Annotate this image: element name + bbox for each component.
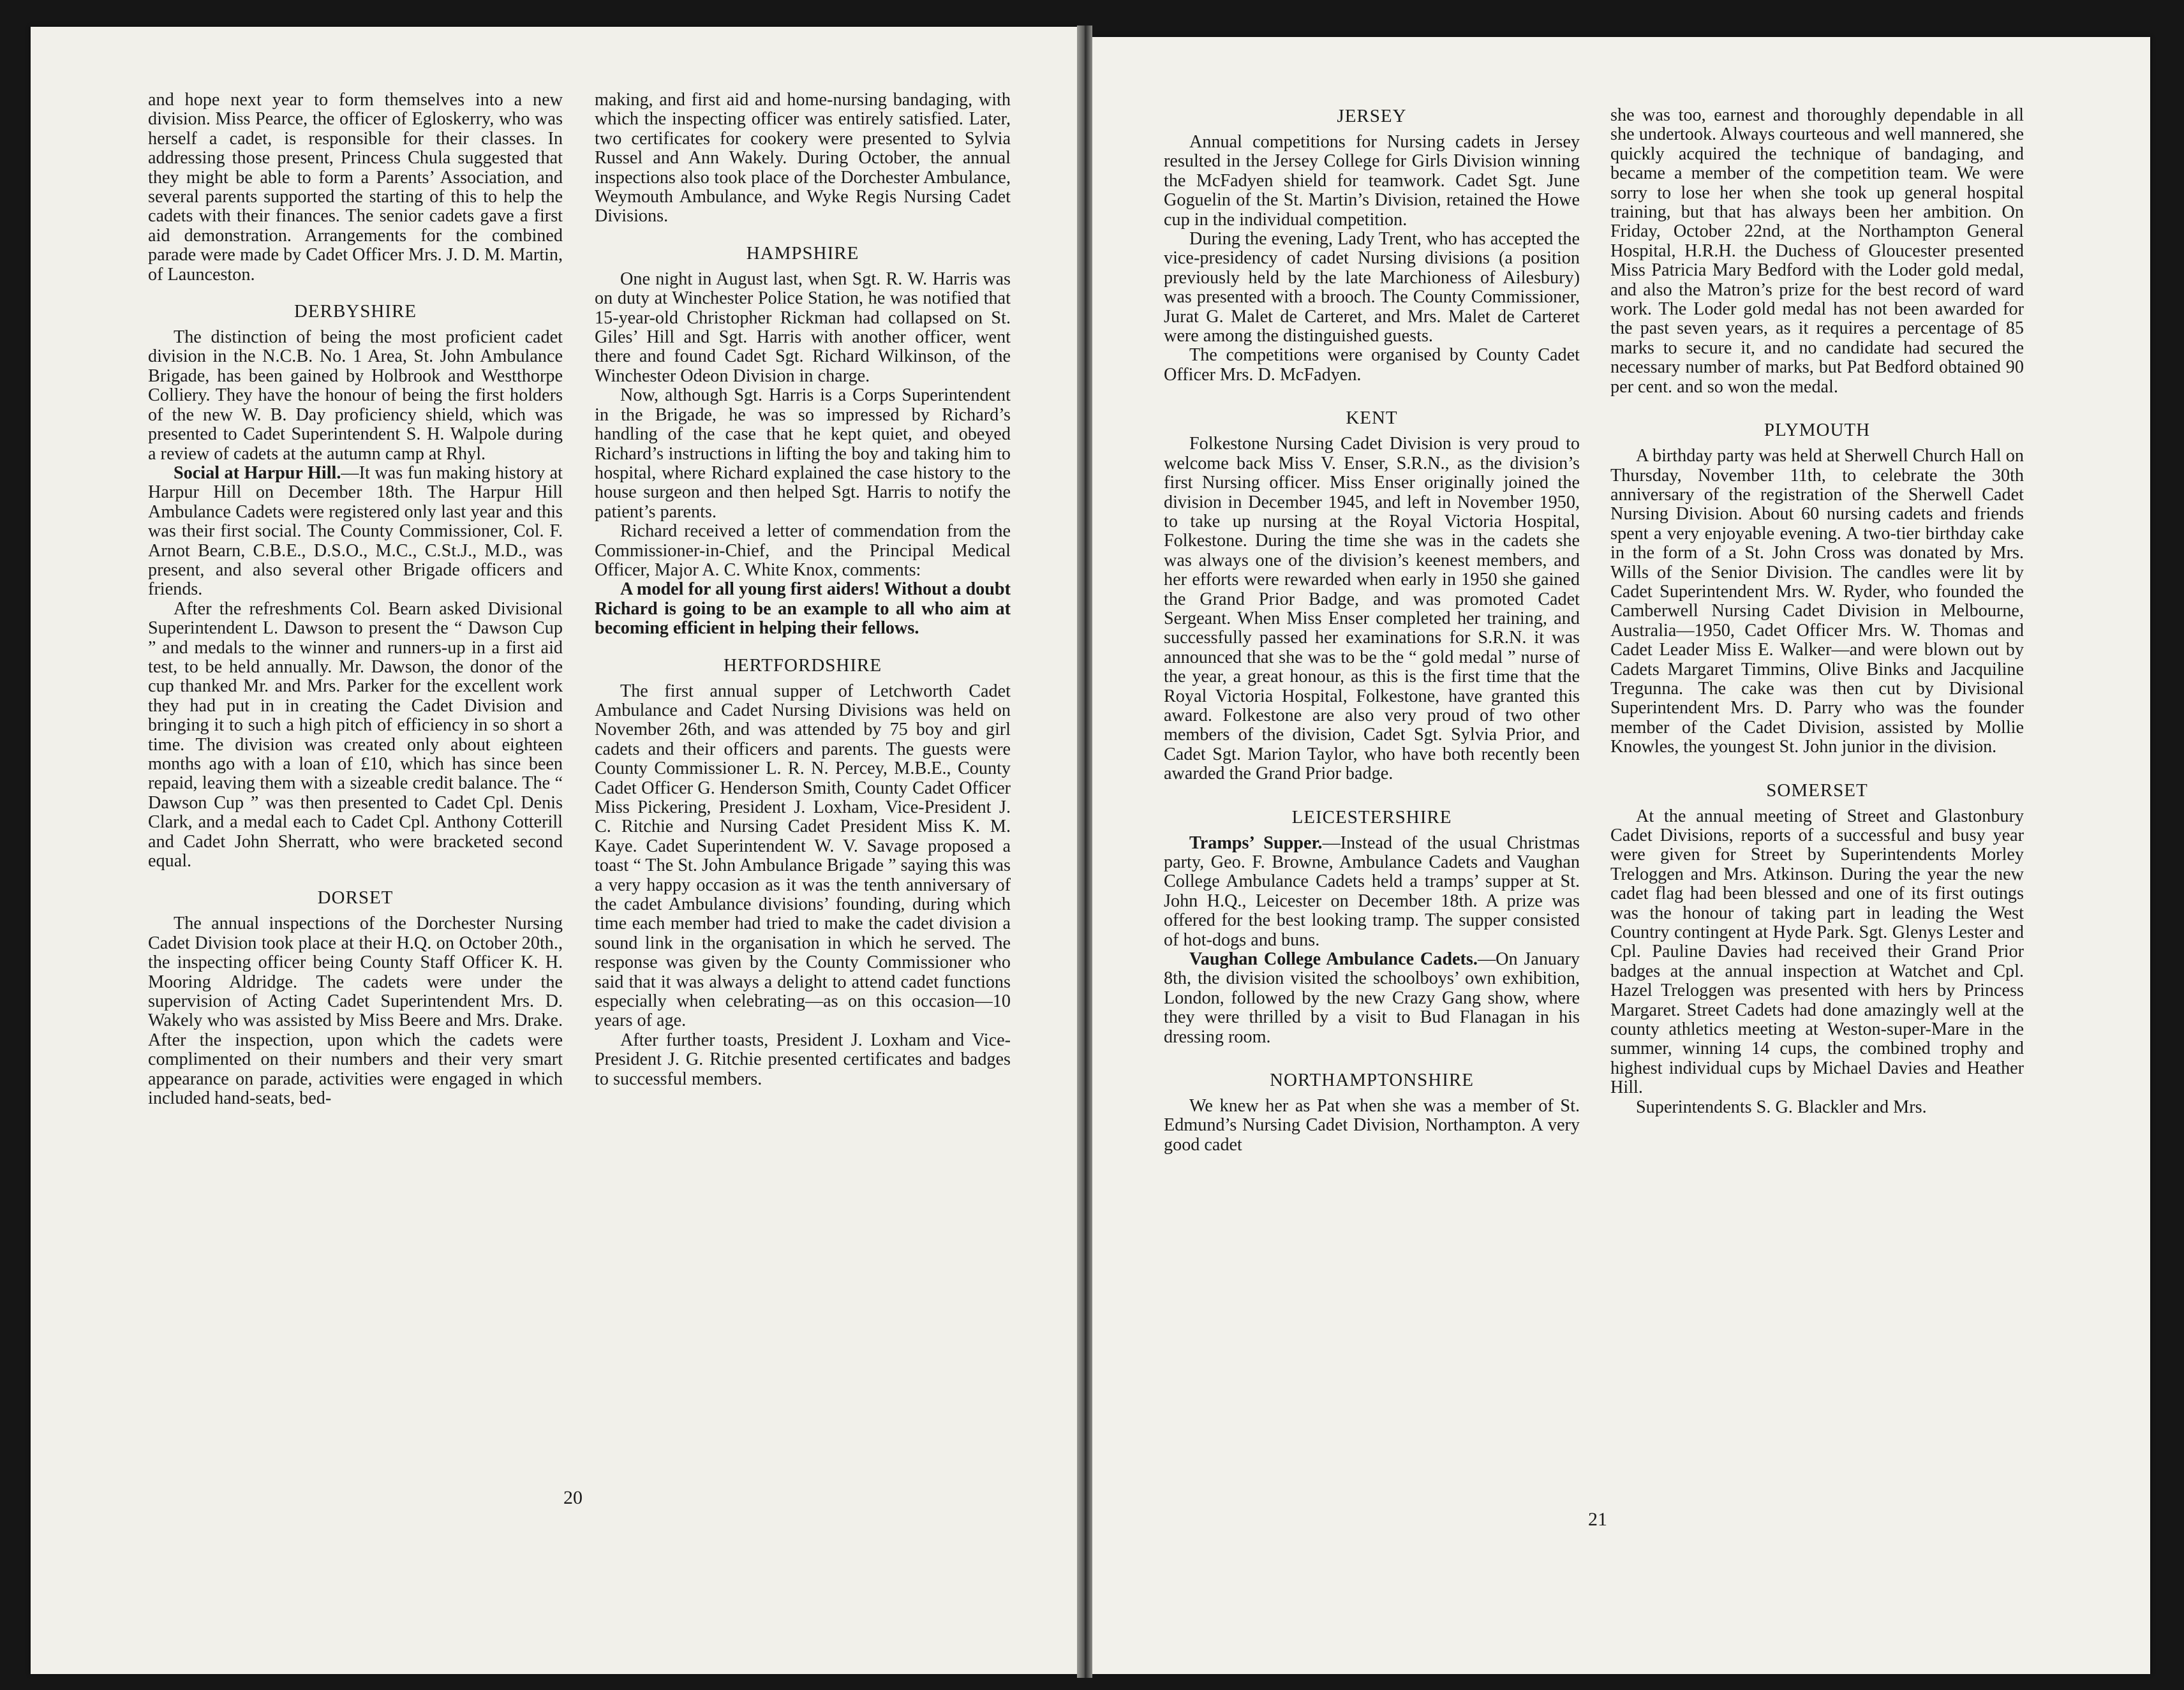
book-spine <box>1077 26 1092 1678</box>
dorset-continued-paragraph: making, and first aid and home-nursing bandaging, with which the inspecting officer was entirely satisfied. Later, two certificates for cookery were presented to Sylvia Russel and Ann Wakely. During October, the annual inspections also took place of the Dorchester Ambulance, Weymouth Ambulance, and Wyke Regis Nursing Cadet Divisions. <box>595 90 1011 226</box>
section-heading-northamptonshire: NORTHAMPTONSHIRE <box>1270 1070 1474 1091</box>
hertfordshire-paragraph-1: The first annual supper of Letchworth Cadet Ambulance and Cadet Nursing Divisions was held on November 26th, and was attended by 75 boy and girl cadets and their officers and parents. The guests were County Commissioner L. R. N. Percey, M.B.E., County Cadet Officer G. Henderson Smith, County Cadet Officer Miss Pickering, President J. Loxham, Vice-President J. C. Ritchie and Nursing Cadet President Miss K. M. Kaye. Cadet Superintendent W. V. Savage proposed a toast “ The St. John Ambulance Brigade ” saying this was a very happy occasion as it was the tenth anniversary of the cadet Ambulance divisions’ founding, during which time each member had tried to make the cadet division a sound link in the organisation in which he served. The response was given by the County Commissioner who said that it was always a delight to attend cadet functions especially when celebrating—as on this occasion—10 years of age. <box>595 681 1011 1031</box>
northamptonshire-continued-paragraph: she was too, earnest and thoroughly dependable in all she undertook. Always courteous and well mannered, she quickly acquired the technique of bandaging, and became a member of the competition team. We were sorry to lose her when she took up general hospital training, but that has always been her ambition. On Friday, October 22nd, at the Northampton General Hospital, H.R.H. the Duchess of Gloucester presented Miss Patricia Mary Bedford with the Loder gold medal, and also the Matron’s prize for the best record of ward work. The Loder gold medal has not been awarded for the past seven years, as it requires a percentage of 85 marks to secure it, and no candidate had secured the necessary number of marks, but Pat Bedford obtained 90 per cent. and so won the medal. <box>1610 105 2024 397</box>
section-heading-somerset: SOMERSET <box>1766 780 1868 801</box>
tramps-supper-lead-in: Tramps’ Supper. <box>1189 833 1323 853</box>
plymouth-paragraph-1: A birthday party was held at Sherwell Church Hall on Thursday, November 11th, to celebrate the 30th anniversary of the registration of the Sherwell Cadet Nursing Division. About 60 nursing cadets and friends spent a very enjoyable evening. A two-tier birthday cake in the form of a St. John Cross was donated by Mrs. Wills of the Senior Division. The candles were lit by Cadet Superintendent Mrs. W. Ryder, who founded the Camberwell Nursing Cadet Division in Melbourne, Australia—1950, Cadet Officer Mrs. W. Thomas and Cadet Leader Miss E. Walker—and were blown out by Cadets Margaret Timmins, Olive Binks and Jacquiline Tregunna. The cake was then cut by Divisional Superintendent Mrs. D. Parry who was the founder member of the Cadet Division, assisted by Mollie Knowles, the youngest St. John junior in the division. <box>1610 446 2024 757</box>
derbyshire-paragraph-3: After the refreshments Col. Bearn asked Divisional Superintendent L. Dawson to present the “ Dawson Cup ” and medals to the winner and runners-up in a first aid test, to be held annually. Mr. Dawson, the donor of the cup thanked Mr. and Mrs. Parker for the excellent work they had put in in creating the Cadet Division and bringing it to such a high pitch of efficiency in so short a time. The division was created only about eighteen months ago with a loan of £10, which has since been repaid, leaving them with a sizeable credit balance. The “ Dawson Cup ” was then presented to Cadet Cpl. Denis Clark, and a medal each to Cadet Cpl. Anthony Cotterill and Cadet John Sherratt, who were bracketed second equal. <box>148 598 563 871</box>
left-page-column-1 <box>148 91 563 1109</box>
derbyshire-paragraph-1: The distinction of being the most proficient cadet division in the N.C.B. No. 1 Area, St. John Ambulance Brigade, has been gained by Holbrook and Westthorpe Colliery. They have the honour of being the first holders of the new W. B. Day proficiency shield, which was presented to Cadet Superintendent S. H. Walpole during a review of cadets at the autumn camp at Rhyl. <box>148 327 563 464</box>
hampshire-bold-quote: A model for all young first aiders! Without a doubt Richard is going to be an example to all who aim at becoming efficient in helping their fellows. <box>595 579 1011 639</box>
page-number-right: 21 <box>1588 1509 1607 1530</box>
section-heading-jersey: JERSEY <box>1337 106 1407 126</box>
left-page-column-2 <box>595 91 1011 1089</box>
cornwall-continued-paragraph: and hope next year to form themselves into a new division. Miss Pearce, the officer of Egloskerry, who was herself a cadet, is responsible for their classes. In addressing those present, Princess Chula suggested that they might be able to form a Parents’ Association, and several parents supported the starting of this to help the cadets with their finances. The senior cadets gave a first aid demonstration. Arrangements for the combined parade were made by Cadet Officer Mrs. J. D. M. Martin, of Launceston. <box>148 90 563 285</box>
somerset-paragraph-1: At the annual meeting of Street and Glastonbury Cadet Divisions, reports of a successful and busy year were given for Street by Superintendents Morley Treloggen and Mrs. Atkinson. During the year the new cadet flag had been blessed and one of its first outings was the honour of taking part in leading the West Country contingent at Hyde Park. Sgt. Glenys Lester and Cpl. Pauline Davies had received their Grand Prior badges at the annual inspection at Watchet and Cpl. Hazel Treloggen was presented with hers by Princess Margaret. Street Cadets had done amazingly well at the county athletics meeting at Weston-super-Mare in the summer, winning 14 cups, the combined trophy and highest individual cups by Michael Davies and Heather Hill. <box>1610 806 2024 1098</box>
hertfordshire-paragraph-2: After further toasts, President J. Loxham and Vice-President J. G. Ritchie presented certificates and badges to successful members. <box>595 1030 1011 1089</box>
dorset-paragraph-1: The annual inspections of the Dorchester Nursing Cadet Division took place at their H.Q. on October 20th., the inspecting officer being County Staff Officer K. H. Mooring Aldridge. The cadets were under the supervision of Acting Cadet Superintendent Mrs. D. Wakely who was assisted by Miss Beere and Mrs. Drake. After the inspection, upon which the cadets were complimented on their numbers and their very smart appearance on parade, activities were engaged in which included hand-seats, bed- <box>148 914 563 1109</box>
jersey-paragraph-2: During the evening, Lady Trent, who has accepted the vice-presidency of cadet Nursing divisions (a position previously held by the late Marchioness of Ailesbury) was presented with a brooch. The County Commissioner, Jurat G. Malet de Carteret, and Mrs. Malet de Carteret were among the distinguished guests. <box>1164 229 1580 346</box>
vaughan-college-lead-in: Vaughan College Ambulance Cadets. <box>1189 949 1478 970</box>
tramps-supper-text: —Instead of the usual Christmas party, Geo. F. Browne, Ambulance Cadets and Vaughan College Ambulance Cadets held a tramps’ supper at St. John H.Q., Leicester on December 18th. A prize was offered for the best looking tramp. The supper consisted of hot-dogs and buns. <box>1164 833 1580 950</box>
kent-paragraph-1: Folkestone Nursing Cadet Division is very proud to welcome back Miss V. Enser, S.R.N., as the division’s first Nursing officer. Miss Enser originally joined the division in December 1945, and left in November 1950, to take up nursing at the Royal Victoria Hospital, Folkestone. During the time she was in the cadets she was always one of the division’s keenest members, and her efforts were rewarded when early in 1950 she gained the Grand Prior Badge, and was promoted Cadet Sergeant. When Miss Enser completed her training, and successfully passed her examinations for S.R.N. it was announced that she was to be the “ gold medal ” nurse of the year, a great honour, as this is the first time that the Royal Victoria Hospital, Folkestone, have granted this award. Folkestone are also very proud of two other members of the division, Cadet Sgt. Sylvia Prior, and Cadet Sgt. Marion Taylor, who have both recently been awarded the Grand Prior badge. <box>1164 434 1580 784</box>
page-number-left: 20 <box>563 1487 583 1508</box>
leicestershire-paragraph-tramps <box>1164 834 1580 950</box>
jersey-paragraph-1: Annual competitions for Nursing cadets in Jersey resulted in the Jersey College for Girls Division winning the McFadyen shield for teamwork. Cadet Sgt. June Goguelin of the St. Martin’s Division, retained the Howe cup in the individual competition. <box>1164 132 1580 230</box>
vaughan-college-text: —On January 8th, the division visited the schoolboys’ own exhibition, London, followed by the new Crazy Gang show, where they were thrilled by a visit to Bud Flanagan in his dressing room. <box>1164 949 1580 1047</box>
section-heading-kent: KENT <box>1346 408 1398 429</box>
hampshire-paragraph-1: One night in August last, when Sgt. R. W. Harris was on duty at Winchester Police Station, he was notified that 15-year-old Christopher Rickman had collapsed on St. Giles’ Hill and Sgt. Harris with another officer, went there and found Cadet Sgt. Richard Wilkinson, of the Winchester Odeon Division in charge. <box>595 269 1011 386</box>
hampshire-paragraph-3: Richard received a letter of commendation from the Commissioner-in-Chief, and the Principal Medical Officer, Major A. C. White Knox, comments: <box>595 521 1011 580</box>
section-heading-leicestershire: LEICESTERSHIRE <box>1291 806 1452 827</box>
hampshire-paragraph-2: Now, although Sgt. Harris is a Corps Superintendent in the Brigade, he was so impressed by Richard’s handling of the case that he kept quiet, and obeyed Richard’s instructions in lifting the boy and taking him to hospital, where Richard explained the case history to the house surgeon and then helped Sgt. Harris to notify the patient’s parents. <box>595 385 1011 522</box>
harpur-hill-text: —It was fun making history at Harpur Hill on December 18th. The Harpur Hill Ambulance Cadets were registered only last year and this was their first social. The County Commissioner, Col. F. Arnot Bearn, C.B.E., D.S.O., M.C., C.St.J., M.D., was present, and also several other Brigade officers and friends. <box>148 463 563 600</box>
leicestershire-paragraph-vaughan <box>1164 950 1580 1047</box>
section-heading-plymouth: PLYMOUTH <box>1764 420 1871 441</box>
right-page-column-1 <box>1164 106 1580 1155</box>
section-heading-hertfordshire: HERTFORDSHIRE <box>723 655 882 676</box>
northamptonshire-paragraph-1: We knew her as Pat when she was a member of St. Edmund’s Nursing Cadet Division, Northampton. A very good cadet <box>1164 1096 1580 1155</box>
section-heading-dorset: DORSET <box>317 887 394 908</box>
section-heading-derbyshire: DERBYSHIRE <box>293 301 417 322</box>
section-heading-hampshire: HAMPSHIRE <box>746 242 859 263</box>
harpur-hill-lead-in: Social at Harpur Hill. <box>174 463 341 483</box>
right-page-column-2 <box>1610 106 2024 1117</box>
derbyshire-paragraph-harpur-hill <box>148 464 563 600</box>
jersey-paragraph-3: The competitions were organised by County Cadet Officer Mrs. D. McFadyen. <box>1164 345 1580 385</box>
somerset-paragraph-2: Superintendents S. G. Blackler and Mrs. <box>1636 1097 1927 1117</box>
